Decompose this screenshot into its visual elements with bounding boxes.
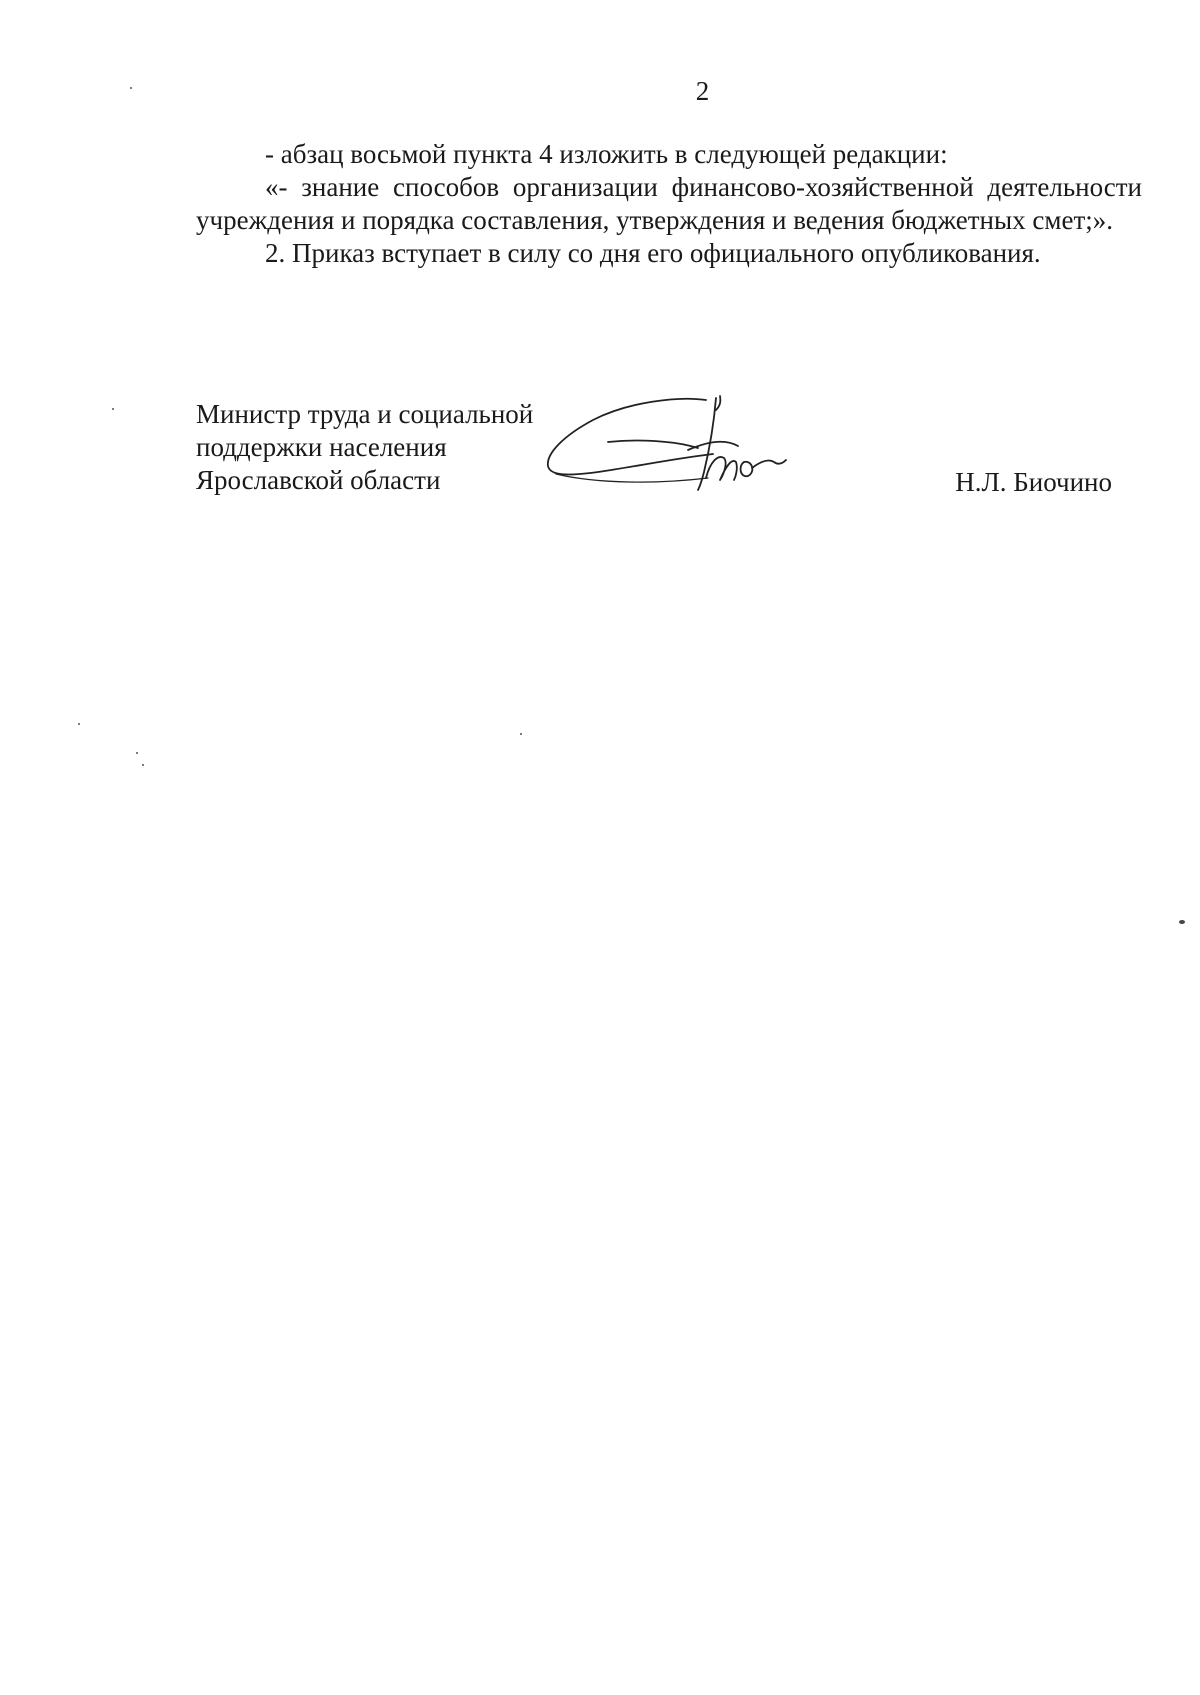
scan-speck bbox=[136, 752, 138, 754]
scan-speck bbox=[112, 408, 114, 410]
signatory-title-line: Ярославской области bbox=[196, 465, 441, 495]
scan-speck bbox=[1179, 920, 1185, 924]
scan-speck bbox=[78, 723, 80, 725]
paragraph-amendment-intro: - абзац восьмой пункта 4 изложить в следующей редакции: bbox=[265, 139, 948, 169]
scan-speck bbox=[142, 764, 144, 766]
page-number: 2 bbox=[695, 76, 710, 106]
paragraph-effective-date: 2. Приказ вступает в силу со дня его официального опубликования. bbox=[265, 238, 1041, 268]
signatory-title-line: Министр труда и социальной bbox=[196, 399, 534, 429]
scan-speck bbox=[130, 87, 132, 89]
paragraph-amendment-text: «- знание способов организации финансово-хозяйственной деятельности учреждения и порядка составления, утверждения и ведения бюджетных смет;». bbox=[196, 172, 1142, 235]
scan-speck bbox=[520, 733, 522, 735]
signature-block bbox=[196, 398, 1142, 508]
signatory-name: Н.Л. Биочино bbox=[955, 467, 1112, 497]
signatory-title-line: поддержки населения bbox=[196, 432, 447, 462]
signatory-title bbox=[196, 398, 533, 497]
handwritten-signature bbox=[538, 392, 788, 504]
document-body bbox=[196, 138, 1142, 270]
